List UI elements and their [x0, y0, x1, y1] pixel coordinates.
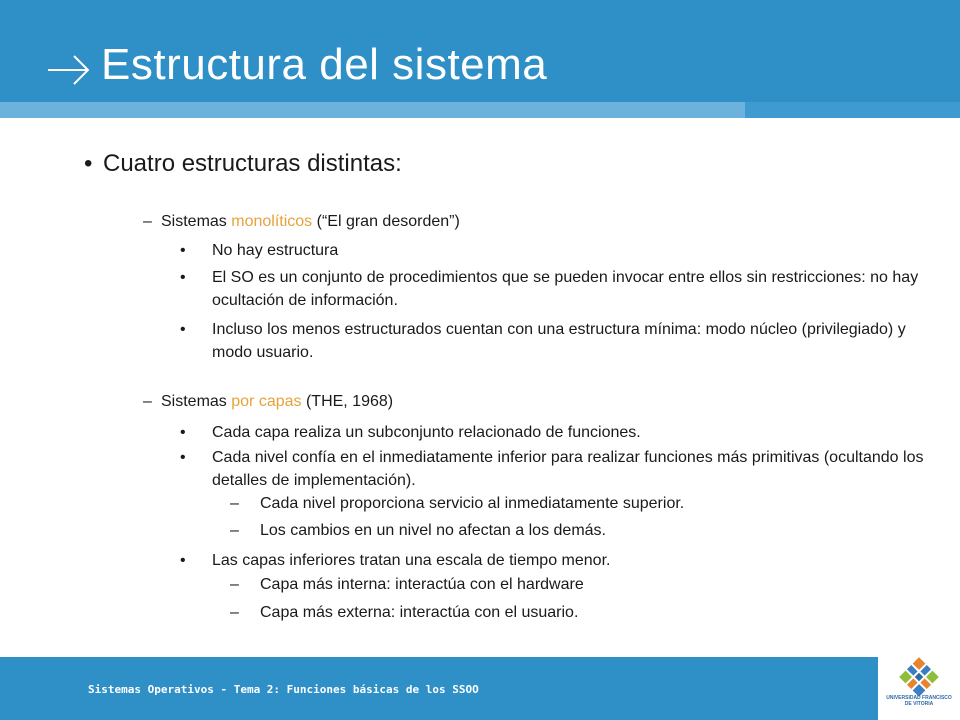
- bullet-text: Cada nivel confía en el inmediatamente inferior para realizar funciones más primitivas (ocultando los detalles de implementación).: [212, 449, 924, 489]
- bullet-text: Cuatro estructuras distintas:: [103, 150, 402, 177]
- header-bar: [0, 0, 960, 118]
- logo-emblem-icon: [878, 657, 960, 697]
- sub-item-text: Capa más interna: interactúa con el hardware: [260, 576, 584, 593]
- header-shade-right: [745, 102, 960, 118]
- bullet-text: Las capas inferiores tratan una escala de tiempo menor.: [212, 552, 611, 569]
- sub-item-text: Capa más externa: interactúa con el usuario.: [260, 604, 579, 621]
- dash-marker: –: [230, 604, 239, 621]
- heading-suffix: (THE, 1968): [301, 393, 394, 410]
- heading-highlight: monolíticos: [231, 213, 313, 230]
- dash-marker: –: [143, 393, 152, 410]
- dash-marker: –: [230, 495, 239, 512]
- bullet-dot: •: [180, 449, 186, 466]
- bullet-dot: •: [180, 242, 186, 259]
- bullet-text: Cada capa realiza un subconjunto relacionado de funciones.: [212, 424, 641, 441]
- heading-prefix: Sistemas: [161, 393, 232, 410]
- dash-marker: –: [230, 522, 239, 539]
- bullet-dot: •: [84, 150, 93, 177]
- bullet-dot: •: [180, 321, 186, 338]
- heading-suffix: (“El gran desorden”): [312, 213, 460, 230]
- arrow-right-icon: [48, 52, 92, 88]
- slide-title: Estructura del sistema: [101, 40, 548, 89]
- sub-item-text: Los cambios en un nivel no afectan a los demás.: [260, 522, 606, 539]
- heading-highlight: por capas: [231, 393, 302, 410]
- section-heading: [161, 213, 460, 231]
- bullet-text: Incluso los menos estructurados cuentan con una estructura mínima: modo núcleo (privilegiado) y modo usuario.: [212, 321, 906, 361]
- dash-marker: –: [143, 213, 152, 230]
- university-logo: [878, 657, 960, 720]
- heading-prefix: Sistemas: [161, 213, 232, 230]
- logo-text: UNIVERSIDAD FRANCISCO DE VITORIA: [886, 695, 952, 707]
- footer-text: Sistemas Operativos - Tema 2: Funciones básicas de los SSOO: [88, 683, 479, 696]
- dash-marker: –: [230, 576, 239, 593]
- bullet-dot: •: [180, 424, 186, 441]
- bullet-dot: •: [180, 552, 186, 569]
- bullet-dot: •: [180, 269, 186, 286]
- sub-item-text: Cada nivel proporciona servicio al inmediatamente superior.: [260, 495, 685, 512]
- bullet-text: El SO es un conjunto de procedimientos que se pueden invocar entre ellos sin restricciones: no hay ocultación de información.: [212, 269, 919, 309]
- section-heading: [161, 393, 393, 411]
- bullet-text: No hay estructura: [212, 242, 339, 259]
- header-shade: [0, 102, 745, 118]
